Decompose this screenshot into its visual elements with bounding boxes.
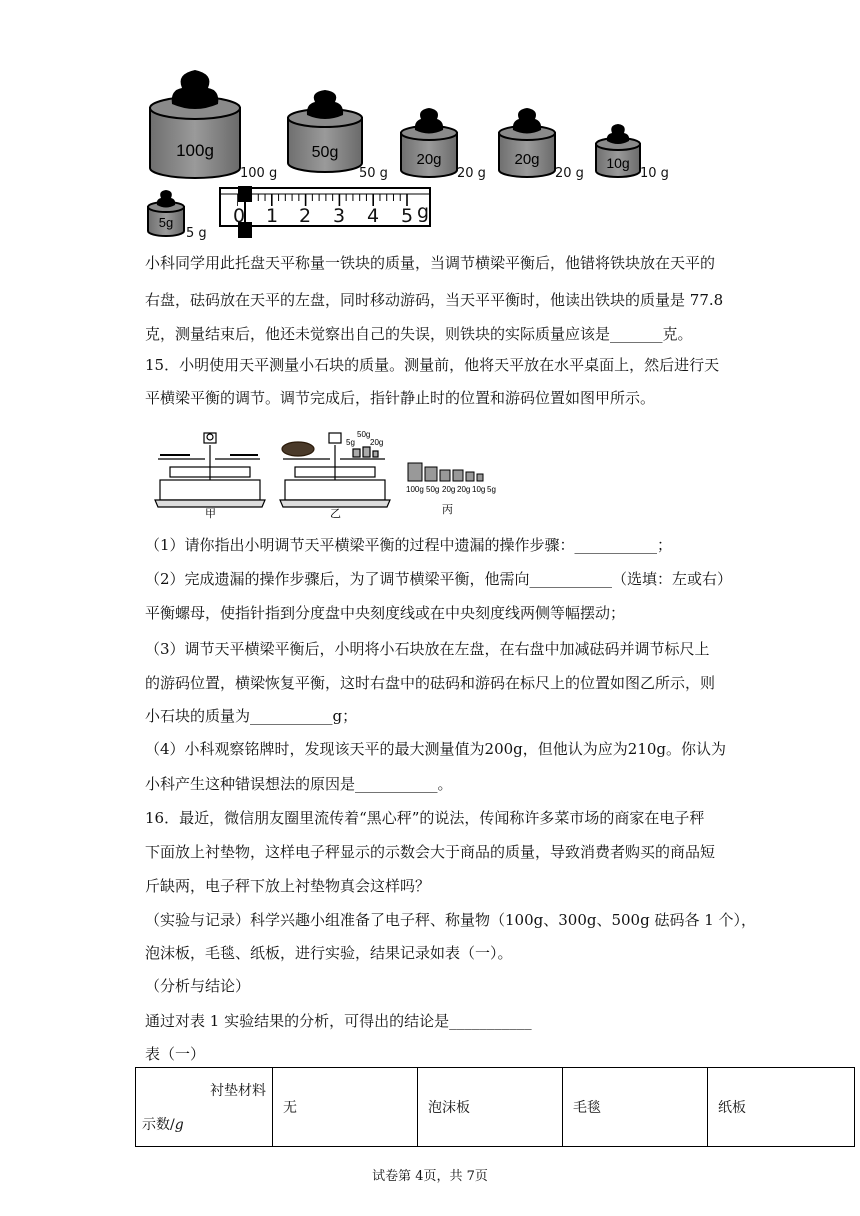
q14-line-3: 克，测量结束后，他还未觉察出自己的失误，则铁块的实际质量应该是_______克。 bbox=[145, 325, 693, 343]
q15-item-2b: 平衡螺母，使指针指到分度盘中央刻度线或在中央刻度线两侧等幅摆动； bbox=[145, 604, 626, 622]
table-row bbox=[136, 1068, 855, 1147]
weight-10g bbox=[596, 124, 640, 177]
table-corner-top: 衬垫材料 bbox=[210, 1083, 266, 1099]
weight-label-50g: 50 g bbox=[359, 166, 388, 181]
weight-100g bbox=[150, 70, 240, 178]
weight-5g bbox=[148, 190, 184, 236]
weight-10g-face: 10g bbox=[606, 155, 630, 171]
weight-100g-face: 100g bbox=[176, 141, 214, 160]
weight-label-20g-b: 20 g bbox=[555, 166, 584, 181]
small-weight-20g-b: 20g bbox=[457, 485, 471, 494]
weights-bing bbox=[408, 463, 483, 481]
table-corner-bottom-wrap bbox=[142, 1114, 266, 1134]
weight-20g-b-face: 20g bbox=[514, 151, 540, 168]
weight-20g-a bbox=[401, 108, 457, 177]
ruler-tick-5: 5 bbox=[401, 205, 414, 227]
stone bbox=[282, 442, 314, 456]
small-weight-10g: 10g bbox=[472, 485, 486, 494]
q15-item-3c: 小石块的质量为___________g； bbox=[145, 707, 358, 725]
q16-line-1: 16．最近，微信朋友圈里流传着“黑心秤”的说法，传闻称许多菜市场的商家在电子秤 bbox=[145, 809, 705, 827]
q14-line-1: 小科同学用此托盘天平称量一铁块的质量，当调节横梁平衡后，他错将铁块放在天平的 bbox=[145, 254, 716, 272]
q15-line-1: 15．小明使用天平测量小石块的质量。测量前，他将天平放在水平桌面上，然后进行天 bbox=[145, 356, 720, 374]
q15-item-4: （4）小科观察铭牌时，发现该天平的最大测量值为200g，但他认为应为210g。你认为 bbox=[145, 740, 727, 758]
balance-jia bbox=[155, 433, 265, 507]
small-weight-50g: 50g bbox=[426, 485, 440, 494]
q15-item-1: （1）请你指出小明调节天平横梁平衡的过程中遗漏的操作步骤：___________； bbox=[145, 536, 673, 554]
table-header-blanket: 毛毯 bbox=[563, 1068, 708, 1147]
q16-line-8: 表（一） bbox=[145, 1045, 206, 1063]
q15-item-3: （3）调节天平横梁平衡后，小明将小石块放在左盘，在右盘中加减砝码并调节标尺上 bbox=[145, 640, 710, 658]
weight-50g bbox=[288, 90, 362, 172]
small-weight-100g: 100g bbox=[406, 485, 424, 494]
table-header-foam: 泡沫板 bbox=[418, 1068, 563, 1147]
caption-bing: 丙 bbox=[442, 503, 453, 516]
top-weight-5g: 5g bbox=[346, 438, 355, 447]
weight-20g-a-face: 20g bbox=[416, 151, 442, 168]
small-weight-5g: 5g bbox=[487, 485, 496, 494]
table-header-cardboard: 纸板 bbox=[708, 1068, 855, 1147]
q16-line-4: （实验与记录）科学兴趣小组准备了电子秤、称量物（100g、300g、500g 砝码各 1 个）， bbox=[145, 911, 757, 929]
ruler-labels bbox=[220, 201, 435, 231]
weight-20g-b bbox=[499, 108, 555, 177]
q16-line-5: 泡沫板，毛毯、纸板，进行实验，结果记录如表（一）。 bbox=[145, 944, 513, 962]
experiment-table bbox=[135, 1067, 855, 1147]
weight-label-100g: 100 g bbox=[240, 166, 278, 181]
ruler-tick-1: 1 bbox=[266, 205, 279, 227]
q14-line-2: 右盘，砝码放在天平的左盘，同时移动游码，当天平平衡时，他读出铁块的质量是 77.8 bbox=[145, 291, 724, 309]
weight-label-20g-a: 20 g bbox=[457, 166, 486, 181]
table-corner-unit: g bbox=[174, 1117, 184, 1133]
q15-item-2: （2）完成遗漏的操作步骤后，为了调节横梁平衡，他需向___________（选填：左或右） bbox=[145, 570, 733, 588]
top-weight-20g: 20g bbox=[370, 438, 384, 447]
weight-label-5g: 5 g bbox=[186, 226, 207, 241]
table-corner-cell bbox=[136, 1068, 273, 1147]
top-weight-50g: 50g bbox=[357, 430, 371, 439]
table-corner-bottom: 示数/ bbox=[142, 1117, 175, 1133]
q16-line-3: 斤缺两，电子秤下放上衬垫物真会这样吗？ bbox=[145, 877, 431, 895]
weight-50g-face: 50g bbox=[311, 144, 339, 161]
q16-line-2: 下面放上衬垫物，这样电子秤显示的示数会大于商品的质量，导致消费者购买的商品短 bbox=[145, 843, 716, 861]
caption-jia: 甲 bbox=[205, 507, 216, 520]
caption-yi: 乙 bbox=[330, 507, 341, 520]
ruler-tick-4: 4 bbox=[367, 205, 380, 227]
small-weight-20g-a: 20g bbox=[442, 485, 456, 494]
q15-line-2: 平横梁平衡的调节。调节完成后，指针静止时的位置和游码位置如图甲所示。 bbox=[145, 389, 656, 407]
ruler-tick-2: 2 bbox=[299, 205, 312, 227]
ruler-tick-3: 3 bbox=[333, 205, 346, 227]
ruler-tick-0: 0 bbox=[233, 205, 246, 227]
table-header-none: 无 bbox=[273, 1068, 418, 1147]
q15-item-3b: 的游码位置，横梁恢复平衡，这时右盘中的砝码和游码在标尺上的位置如图乙所示，则 bbox=[145, 674, 716, 692]
q16-line-6: （分析与结论） bbox=[145, 977, 251, 995]
ruler-unit: g bbox=[417, 201, 430, 223]
weight-label-10g: 10 g bbox=[640, 166, 669, 181]
q16-line-7: 通过对表 1 实验结果的分析，可得出的结论是___________ bbox=[145, 1012, 532, 1030]
q15-item-4b: 小科产生这种错误想法的原因是___________。 bbox=[145, 775, 453, 793]
page-footer: 试卷第 4页，共 7页 bbox=[372, 1169, 488, 1184]
weight-5g-face: 5g bbox=[158, 215, 174, 230]
balance-figure bbox=[150, 425, 530, 520]
